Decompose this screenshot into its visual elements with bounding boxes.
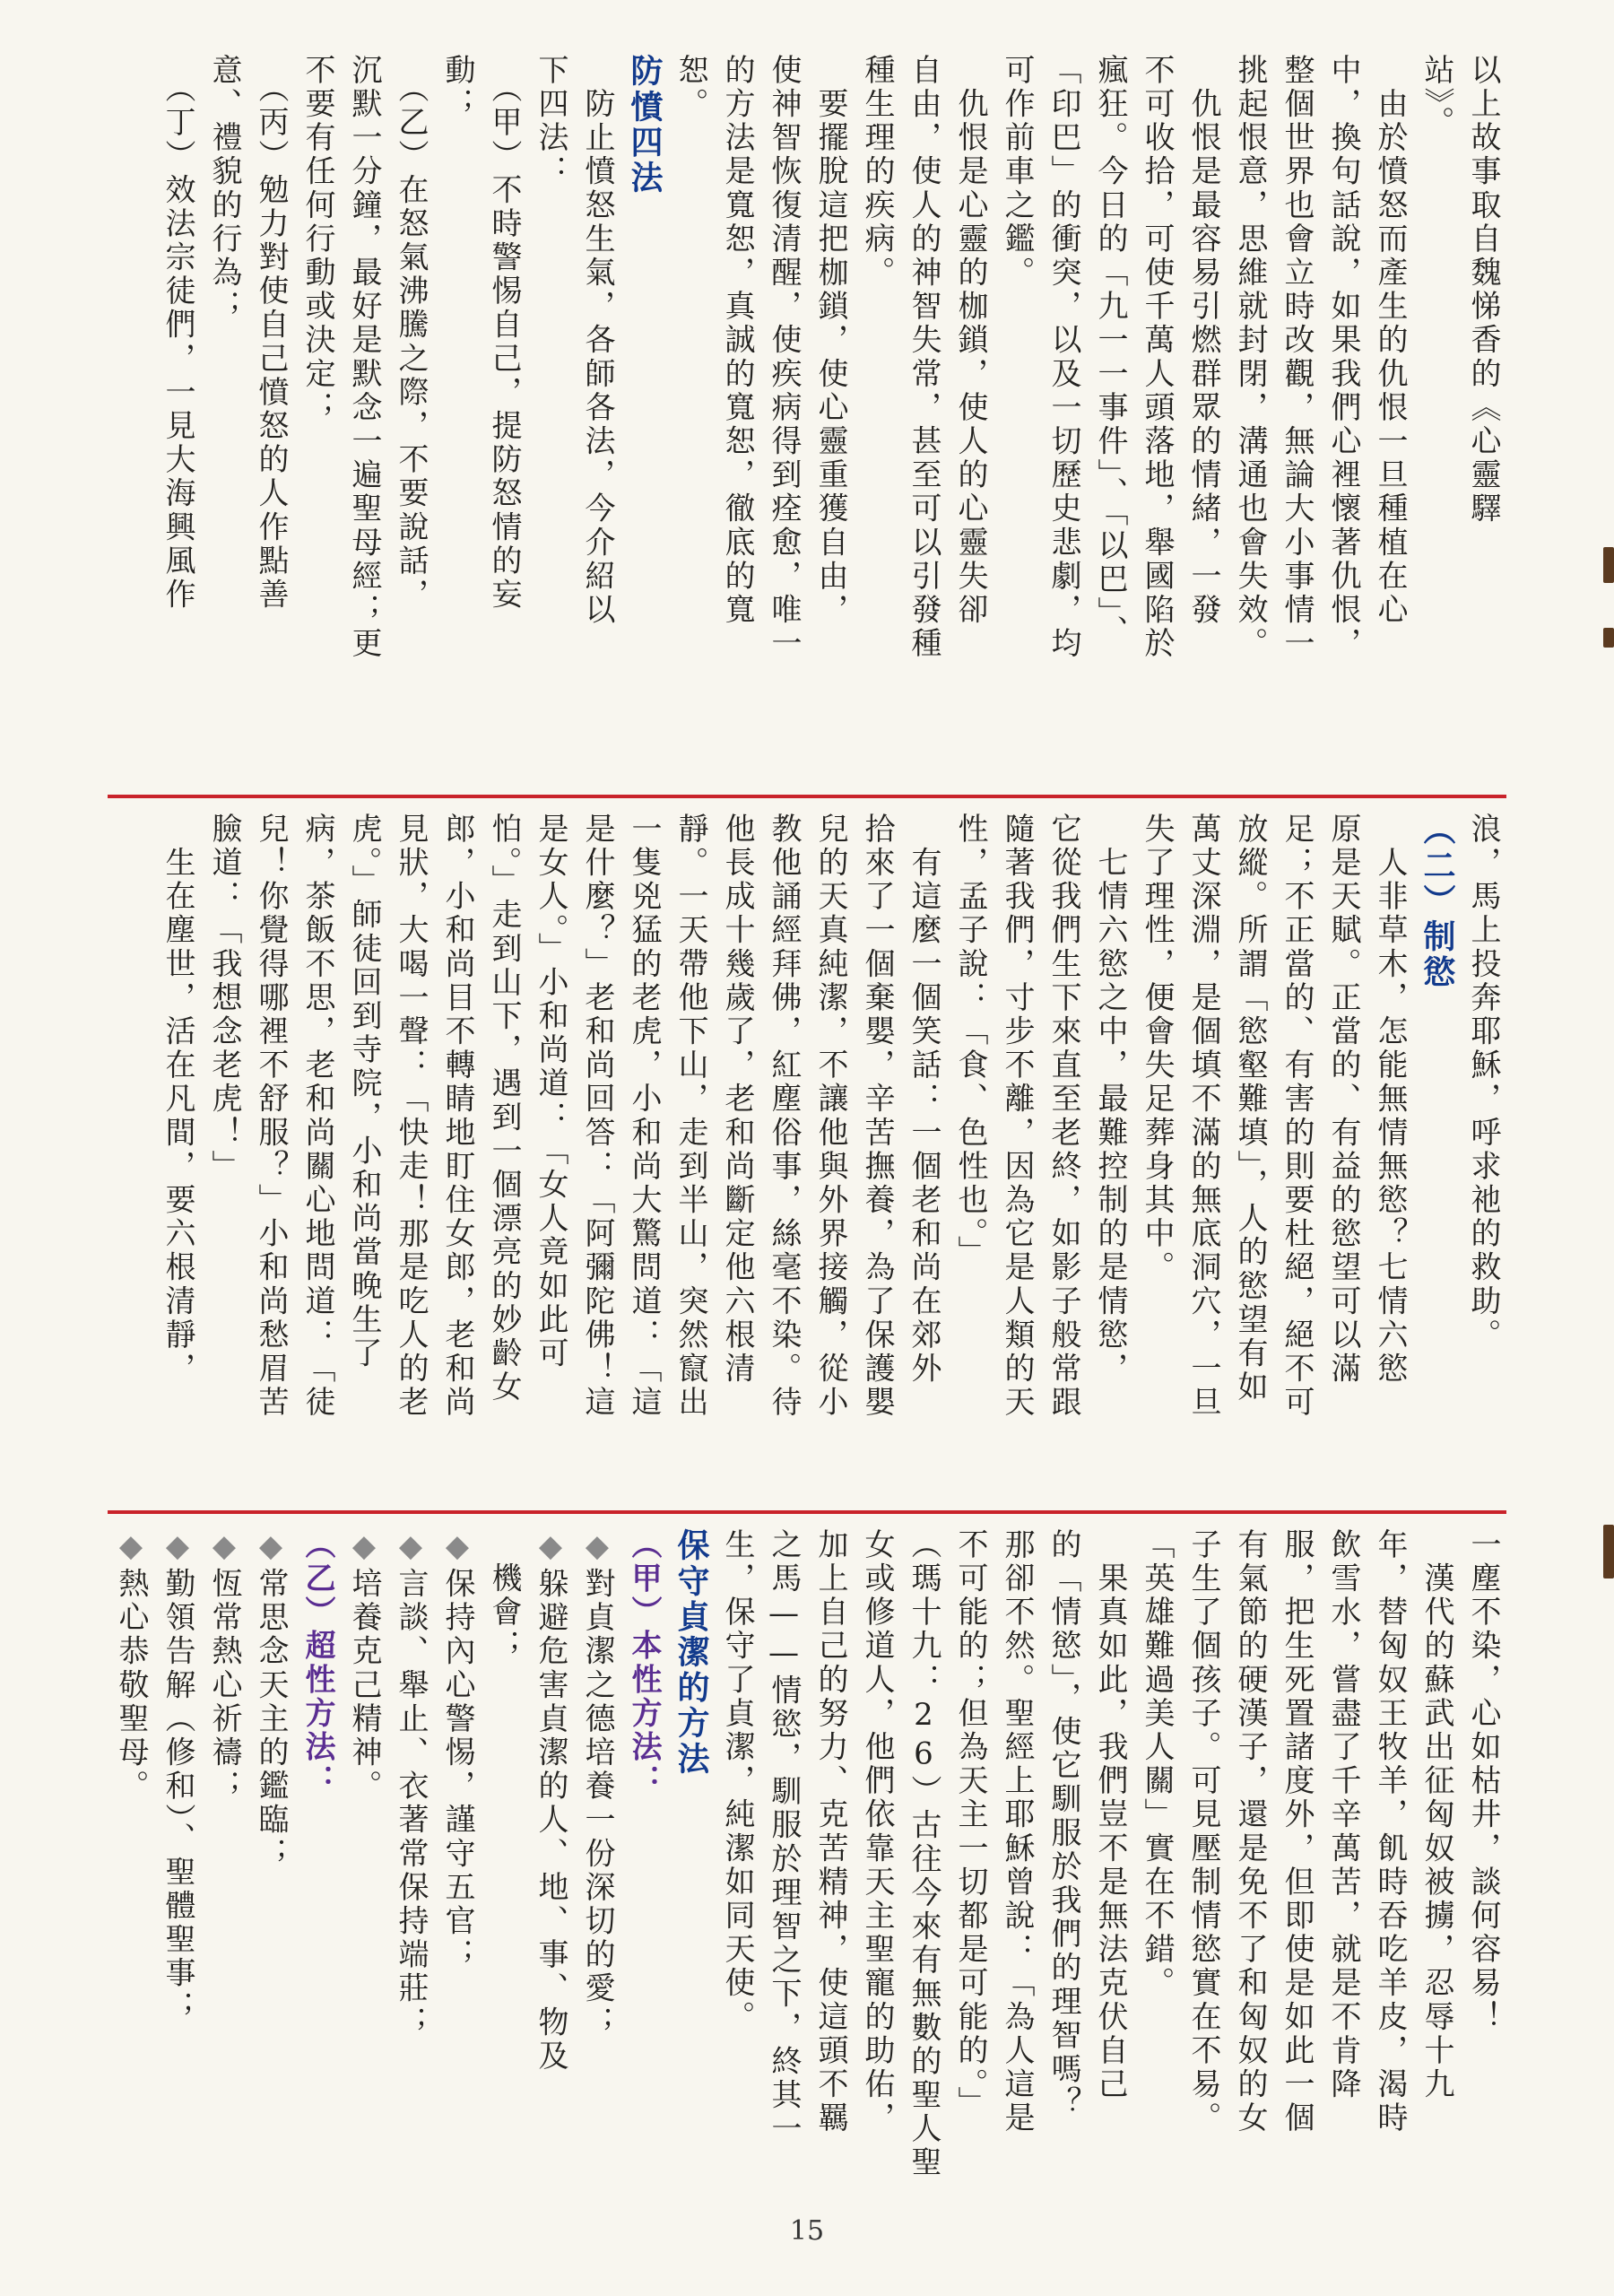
section-divider-bottom bbox=[108, 1510, 1506, 1514]
text-column: 恕。 bbox=[672, 54, 708, 122]
bullet-item bbox=[201, 1528, 247, 2210]
bullet-text: 恆常熱心祈禱； bbox=[206, 1567, 242, 1804]
text-column: （甲）不時警惕自己，提防怒情的妄 bbox=[486, 54, 522, 613]
text-column: 他長成十幾歲了，老和尚斷定他六根清 bbox=[719, 813, 755, 1387]
text-column: 一塵不染，心如枯井，談何容易！ bbox=[1465, 1528, 1501, 2034]
bullet-item bbox=[154, 1528, 201, 2210]
text-column: 人非草木，怎能無情無慾？七情六慾 bbox=[1372, 813, 1408, 1387]
text-column: 教他誦經拜佛，紅塵俗事，絲毫不染。待 bbox=[766, 813, 802, 1420]
diamond-bullet-icon: ◆ bbox=[253, 1528, 289, 1568]
text-column: 隨著我們，寸步不離，因為它是人類的天 bbox=[999, 813, 1035, 1420]
text-column: 不要有任何行動或決定； bbox=[299, 54, 335, 425]
page-edge-mark bbox=[1603, 1525, 1614, 1578]
text-column: 種生理的疾病。 bbox=[859, 54, 895, 291]
diamond-bullet-icon: ◆ bbox=[160, 1528, 195, 1568]
text-column: 仇恨是最容易引燃群眾的情緒，一發 bbox=[1185, 54, 1221, 628]
text-column: 的「情慾」，使它馴服於我們的理智嗎？ bbox=[1046, 1528, 1081, 2120]
text-column: 病，茶飯不思，老和尚關心地問道：「徒 bbox=[299, 813, 335, 1420]
bullet-item bbox=[387, 1528, 434, 2210]
text-column: 失了理性，便會失足葬身其中。 bbox=[1139, 813, 1175, 1285]
text-column: 原是天賦。正當的、有益的慾望可以滿 bbox=[1325, 813, 1361, 1387]
bullet-text: 熱心恭敬聖母。 bbox=[113, 1567, 149, 1804]
text-section-bottom bbox=[97, 1528, 1506, 2210]
text-column: 不可能的；但為天主一切都是可能的。」 bbox=[952, 1528, 988, 2120]
text-column: 果真如此，我們豈不是無法克伏自己 bbox=[1092, 1528, 1128, 2102]
page-edge-mark bbox=[1603, 628, 1614, 648]
text-column: 靜。一天帶他下山，走到半山，突然竄出 bbox=[672, 813, 708, 1420]
text-column: 怕。」走到山下，遇到一個漂亮的妙齡女 bbox=[486, 813, 522, 1405]
text-column: 沉默一分鐘，最好是默念一遍聖母經；更 bbox=[346, 54, 382, 661]
text-column: 「英雄難過美人關」實在不錯。 bbox=[1139, 1528, 1175, 2001]
text-column: 生，保守了貞潔，純潔如同天使。 bbox=[719, 1528, 755, 2034]
text-column: 動； bbox=[439, 54, 475, 122]
text-column: 由於憤怒而產生的仇恨一旦種植在心 bbox=[1372, 54, 1408, 628]
text-column: （乙）在怒氣沸騰之際，不要說話， bbox=[393, 54, 429, 613]
text-column: 整個世界也會立時改觀，無論大小事情一 bbox=[1279, 54, 1315, 661]
text-column: 加上自己的努力、克苦精神，使這頭不羈 bbox=[812, 1528, 848, 2135]
text-column: 它從我們生下來直至老終，如影子般常跟 bbox=[1046, 813, 1081, 1420]
text-column: 見狀，大喝一聲：「快走！那是吃人的老 bbox=[393, 813, 429, 1420]
text-column: （丙）勉力對使自己憤怒的人作點善 bbox=[253, 54, 289, 613]
text-section-middle bbox=[97, 813, 1506, 1503]
method-subheading-text: （乙）超性方法： bbox=[299, 1528, 335, 1798]
text-column: 臉道：「我想念老虎！」 bbox=[206, 813, 242, 1184]
diamond-bullet-icon: ◆ bbox=[393, 1528, 429, 1568]
text-section-top bbox=[97, 54, 1506, 789]
bullet-text: 保持內心警惕，謹守五官； bbox=[439, 1567, 475, 1972]
text-column: 服，把生死置諸度外，但即使是如此一個 bbox=[1279, 1528, 1315, 2135]
page-number: 15 bbox=[789, 2215, 825, 2247]
section-divider-top bbox=[108, 795, 1506, 798]
text-column: 仇恨是心靈的枷鎖，使人的心靈失卻 bbox=[952, 54, 988, 628]
text-column: 自由，使人的神智失常，甚至可以引發種 bbox=[906, 54, 941, 661]
bullet-item bbox=[574, 1528, 620, 2210]
text-column: 拾來了一個棄嬰，辛苦撫養，為了保護嬰 bbox=[859, 813, 895, 1420]
bullet-text: 躲避危害貞潔的人、地、事、物及 bbox=[533, 1567, 568, 2074]
text-column: 女或修道人，他們依靠天主聖寵的助佑， bbox=[859, 1528, 895, 2135]
section-heading: 保守貞潔的方法 bbox=[672, 1528, 709, 1778]
bullet-item bbox=[341, 1528, 387, 2210]
text-column: 有氣節的硬漢子，還是免不了和匈奴的女 bbox=[1232, 1528, 1268, 2135]
text-column: 足；不正當的、有害的則要杜絕，絕不可 bbox=[1279, 813, 1315, 1420]
text-column: 萬丈深淵，是個填不滿的無底洞穴，一旦 bbox=[1185, 813, 1221, 1420]
text-column: 中，換句話說，如果我們心裡懷著仇恨， bbox=[1325, 54, 1361, 661]
text-column: 使神智恢復清醒，使疾病得到痊愈，唯一 bbox=[766, 54, 802, 661]
method-subheading-text: （甲）本性方法： bbox=[626, 1528, 662, 1798]
section-heading: （二）制慾 bbox=[1419, 813, 1455, 990]
text-column: 是什麼？」老和尚回答：「阿彌陀佛！這 bbox=[579, 813, 615, 1420]
text-column: 站》。 bbox=[1419, 54, 1454, 140]
text-column: 是女人。」小和尚道：「女人竟如此可 bbox=[533, 813, 568, 1371]
text-column: 性，孟子說：「食、色性也。」 bbox=[952, 813, 988, 1270]
text-column: 兒！你覺得哪裡不舒服？」小和尚愁眉苦 bbox=[253, 813, 289, 1420]
section-heading: 防憤四法 bbox=[626, 54, 663, 196]
text-column: （瑪十九：26）古往今來有無數的聖人聖 bbox=[906, 1528, 941, 2180]
text-column: （丁）效法宗徒們，一見大海興風作 bbox=[160, 54, 195, 613]
page-edge-mark bbox=[1603, 547, 1614, 583]
text-column: 年，替匈奴王牧羊，飢時吞吃羊皮，渴時 bbox=[1372, 1528, 1408, 2135]
text-column: 那卻不然。聖經上耶穌曾說：「為人這是 bbox=[999, 1528, 1035, 2135]
bullet-item bbox=[434, 1528, 481, 2210]
text-column: 挑起恨意，思維就封閉，溝通也會失效。 bbox=[1232, 54, 1268, 661]
diamond-bullet-icon: ◆ bbox=[439, 1528, 475, 1568]
text-column: 不可收拾，可使千萬人頭落地，舉國陷於 bbox=[1139, 54, 1175, 661]
text-column: 一隻兇猛的老虎，小和尚大驚問道：「這 bbox=[626, 813, 662, 1420]
diamond-bullet-icon: ◆ bbox=[206, 1528, 242, 1568]
text-column: 防止憤怒生氣，各師各法，今介紹以 bbox=[579, 54, 615, 628]
bullet-item bbox=[247, 1528, 294, 2210]
diamond-bullet-icon: ◆ bbox=[346, 1528, 382, 1568]
text-column: 郎，小和尚目不轉睛地盯住女郎，老和尚 bbox=[439, 813, 475, 1420]
text-column: 生在塵世，活在凡間，要六根清靜， bbox=[160, 813, 195, 1387]
text-column: 有這麼一個笑話：一個老和尚在郊外 bbox=[906, 813, 941, 1387]
bullet-text: 常思念天主的鑑臨； bbox=[253, 1567, 289, 1872]
bullet-text: 勤領告解（修和）、聖體聖事； bbox=[160, 1567, 195, 2025]
method-subheading bbox=[620, 1528, 667, 2210]
text-column: 可作前車之鑑。 bbox=[999, 54, 1035, 291]
text-column: 浪，馬上投奔耶穌，呼求祂的救助。 bbox=[1465, 813, 1501, 1352]
text-column: 虎。」師徒回到寺院，小和尚當晚生了 bbox=[346, 813, 382, 1371]
text-column: 機會； bbox=[486, 1528, 522, 1664]
text-column: 兒的天真純潔，不讓他與外界接觸，從小 bbox=[812, 813, 848, 1420]
bullet-item bbox=[527, 1528, 574, 2210]
text-column: 七情六慾之中，最難控制的是情慾， bbox=[1092, 813, 1128, 1387]
diamond-bullet-icon: ◆ bbox=[579, 1528, 615, 1568]
text-column: 漢代的蘇武出征匈奴被擄，忍辱十九 bbox=[1419, 1528, 1454, 2102]
bullet-text: 言談、舉止、衣著常保持端莊； bbox=[393, 1567, 429, 2040]
diamond-bullet-icon: ◆ bbox=[113, 1528, 149, 1568]
text-column: 飲雪水，嘗盡了千辛萬苦，就是不肯降 bbox=[1325, 1528, 1361, 2102]
text-column: 「印巴」的衝突，以及一切歷史悲劇，均 bbox=[1046, 54, 1081, 661]
text-column: 下四法： bbox=[533, 54, 568, 189]
text-column: 之馬——情慾，馴服於理智之下，終其一 bbox=[766, 1528, 802, 2146]
bullet-item bbox=[108, 1528, 154, 2210]
text-column: 要擺脫這把枷鎖，使心靈重獲自由， bbox=[812, 54, 848, 628]
bullet-text: 對貞潔之德培養一份深切的愛； bbox=[579, 1567, 615, 2040]
text-column: 以上故事取自魏悌香的《心靈驛 bbox=[1465, 54, 1501, 526]
text-column: 瘋狂。今日的「九一一事件」、「以巴」、 bbox=[1092, 54, 1128, 649]
text-column: 子生了個孩子。可見壓制情慾實在不易。 bbox=[1185, 1528, 1221, 2135]
bullet-text: 培養克己精神。 bbox=[346, 1567, 382, 1804]
method-subheading bbox=[294, 1528, 341, 2210]
text-column: 意、禮貌的行為； bbox=[206, 54, 242, 324]
text-column: 的方法是寬恕，真誠的寬恕，徹底的寬 bbox=[719, 54, 755, 628]
text-column: 放縱。所謂「慾壑難填」，人的慾望有如 bbox=[1232, 813, 1268, 1405]
diamond-bullet-icon: ◆ bbox=[533, 1528, 568, 1568]
